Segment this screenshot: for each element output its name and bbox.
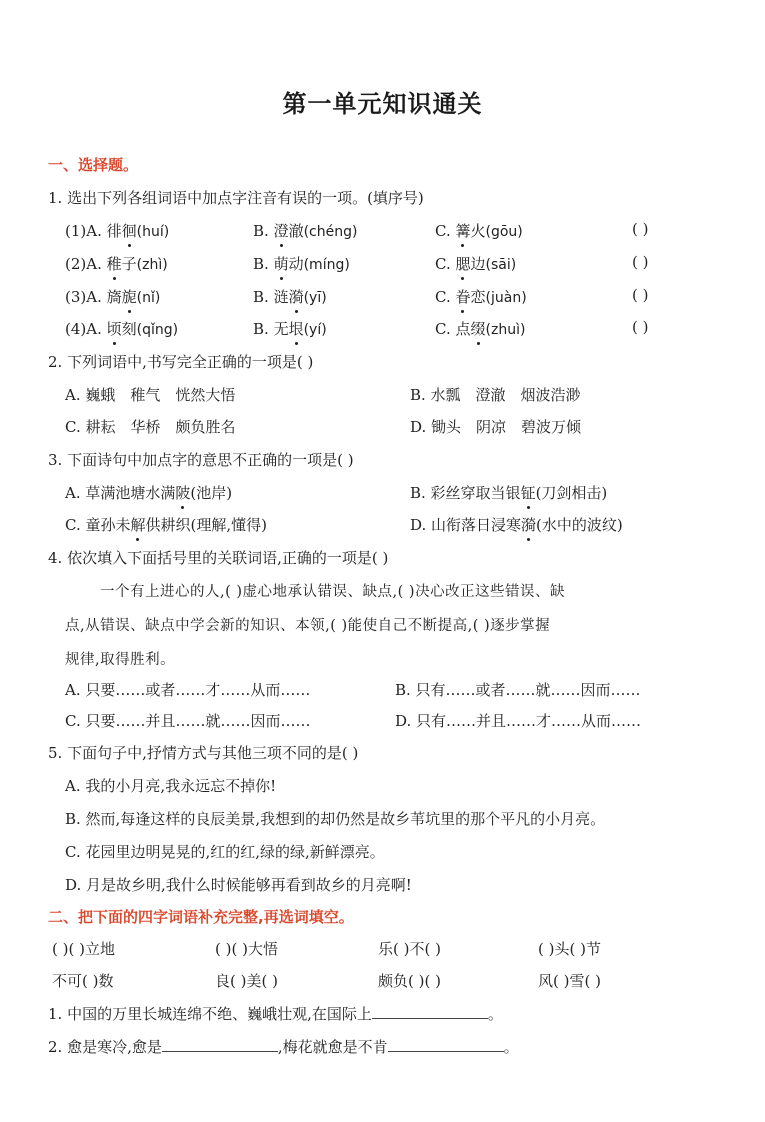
q4-passage-line-2: 点,从错误、缺点中学会新的知识、本领,( )能使自己不断提高,( )逐步掌握 — [65, 618, 551, 634]
q4-stem: 4. 依次填入下面括号里的关联词语,正确的一项是( ) — [48, 549, 389, 567]
q2-stem: 2. 下列词语中,书写完全正确的一项是( ) — [48, 353, 314, 371]
q3-option-b: B. 彩丝穿取当银钲(刀剑相击) — [410, 484, 608, 502]
q1-row-4-b: B. 无垠(yí) — [253, 320, 327, 338]
q3-stem: 3. 下面诗句中加点字的意思不正确的一项是( ) — [48, 451, 354, 469]
q1-row-3-c: C. 眷恋(juàn) — [435, 288, 527, 306]
q1-row-1-b: B. 澄澈(chéng) — [253, 222, 358, 240]
emphasis-dot-char: 旎 — [121, 288, 137, 306]
q1-row-2-b: B. 萌动(míng) — [253, 255, 350, 273]
fill-sentence-1: 1. 中国的万里长城连绵不绝、巍峨壮观,在国际上 。 — [48, 1005, 503, 1023]
q2-option-b: B. 水瓢 澄澈 烟波浩渺 — [410, 386, 581, 404]
emphasis-dot-char: 钲 — [520, 484, 536, 502]
emphasis-dot-char: 澄 — [273, 222, 289, 240]
idiom-blank-4[interactable]: ( )头( )节 — [538, 940, 601, 958]
idiom-blank-3[interactable]: 乐( )不( ) — [378, 940, 441, 958]
q5-option-c: C. 花园里边明晃晃的,红的红,绿的绿,新鲜漂亮。 — [65, 843, 385, 861]
fill-blank-3[interactable] — [388, 1038, 504, 1052]
emphasis-dot-char: 顷 — [106, 320, 122, 338]
emphasis-dot-char: 解 — [130, 516, 146, 534]
q1-row-2-answer-blank[interactable]: ( ) — [632, 253, 649, 271]
emphasis-dot-char: 垠 — [288, 320, 304, 338]
q1-row-4-answer-blank[interactable]: ( ) — [632, 318, 649, 336]
q4-option-d: D. 只有……并且……才……从而…… — [395, 712, 642, 730]
emphasis-dot-char: 缀 — [470, 320, 486, 338]
fill-sentence-2: 2. 愈是寒冷,愈是 ,梅花就愈是不肯 。 — [48, 1038, 519, 1056]
fill-blank-1[interactable] — [372, 1005, 488, 1019]
q3-option-c: C. 童孙未解供耕织(理解,懂得) — [65, 516, 267, 534]
idiom-blank-5[interactable]: 不可( )数 — [52, 972, 114, 990]
q5-option-a: A. 我的小月亮,我永远忘不掉你! — [65, 777, 277, 795]
q4-option-b: B. 只有……或者……就……因而…… — [395, 681, 641, 699]
q5-stem: 5. 下面句子中,抒情方式与其他三项不同的是( ) — [48, 744, 359, 762]
q3-option-d: D. 山衔落日浸寒漪(水中的波纹) — [410, 516, 623, 534]
q3-option-a: A. 草满池塘水满陂(池岸) — [65, 484, 233, 502]
q4-option-c: C. 只要……并且……就……因而…… — [65, 712, 311, 730]
emphasis-dot-char: 眷 — [455, 288, 471, 306]
q1-row-4-a: (4)A. 顷刻(qǐng) — [65, 320, 179, 338]
page-title: 第一单元知识通关 — [282, 89, 483, 118]
q1-row-1-c: C. 篝火(gōu) — [435, 222, 523, 240]
q1-row-3-answer-blank[interactable]: ( ) — [632, 286, 649, 304]
q1-row-1-answer-blank[interactable]: ( ) — [632, 220, 649, 238]
idiom-blank-6[interactable]: 良( )美( ) — [215, 972, 278, 990]
q1-row-3-a: (3)A. 旖旎(nǐ) — [65, 288, 161, 306]
q1-row-1-a: (1)A. 徘徊(huí) — [65, 222, 170, 240]
q1-stem: 1. 选出下列各组词语中加点字注音有误的一项。(填序号) — [48, 189, 424, 207]
q1-row-2-a: (2)A. 稚子(zhì) — [65, 255, 168, 273]
emphasis-dot-char: 漪 — [521, 516, 537, 534]
q5-option-b: B. 然而,每逢这样的良辰美景,我想到的却仍然是故乡苇坑里的那个平凡的小月亮。 — [65, 810, 606, 828]
q5-option-d: D. 月是故乡明,我什么时候能够再看到故乡的月亮啊! — [65, 876, 412, 894]
emphasis-dot-char: 篝 — [455, 222, 471, 240]
q2-option-c: C. 耕耘 华桥 颇负胜名 — [65, 418, 236, 436]
section-1-heading: 一、选择题。 — [48, 156, 139, 174]
section-2-heading: 二、把下面的四字词语补充完整,再选词填空。 — [48, 908, 354, 926]
q4-passage-line-3: 规律,取得胜利。 — [65, 652, 176, 668]
emphasis-dot-char: 陂 — [175, 484, 191, 502]
idiom-blank-2[interactable]: ( )( )大悟 — [215, 940, 278, 958]
fill-blank-2[interactable] — [162, 1038, 278, 1052]
q1-row-3-b: B. 涟漪(yī) — [253, 288, 327, 306]
q2-option-d: D. 锄头 阴凉 碧波万倾 — [410, 418, 582, 436]
emphasis-dot-char: 徊 — [121, 222, 137, 240]
idiom-blank-1[interactable]: ( )( )立地 — [52, 940, 115, 958]
q4-passage-line-1: 一个有上进心的人,( )虚心地承认错误、缺点,( )决心改正这些错误、缺 — [100, 584, 566, 600]
idiom-blank-7[interactable]: 颇负( )( ) — [378, 972, 441, 990]
emphasis-dot-char: 腮 — [455, 255, 471, 273]
emphasis-dot-char: 萌 — [273, 255, 289, 273]
q1-row-4-c: C. 点缀(zhuì) — [435, 320, 526, 338]
q1-row-2-c: C. 腮边(sāi) — [435, 255, 517, 273]
emphasis-dot-char: 漪 — [288, 288, 304, 306]
q4-option-a: A. 只要……或者……才……从而…… — [65, 681, 311, 699]
emphasis-dot-char: 稚 — [106, 255, 122, 273]
idiom-blank-8[interactable]: 风( )雪( ) — [538, 972, 601, 990]
q2-option-a: A. 巍蛾 稚气 恍然大悟 — [65, 386, 236, 404]
